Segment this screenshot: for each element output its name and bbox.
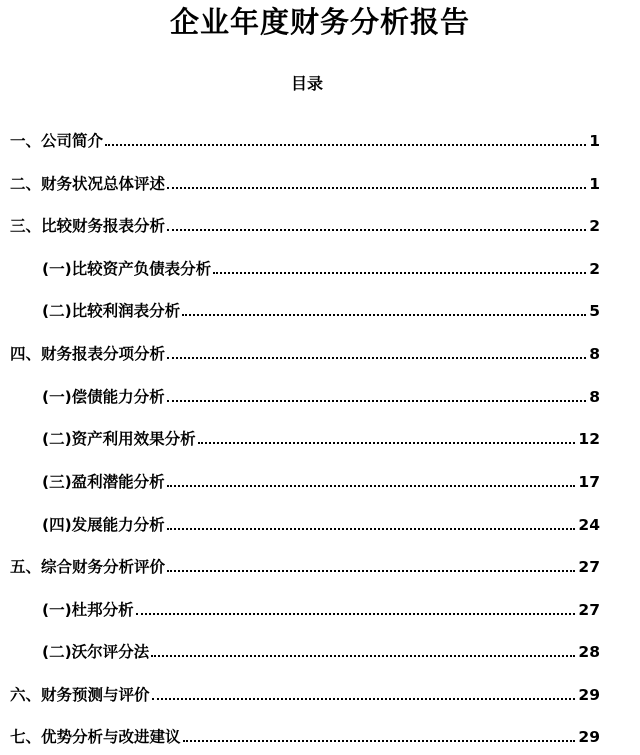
toc-entry[interactable] <box>42 426 600 450</box>
toc-entry-label: (二)资产利用效果分析 <box>42 430 196 448</box>
toc-entry-label: 七、优势分析与改进建议 <box>10 728 181 746</box>
toc-entry-page: 8 <box>589 388 600 406</box>
toc-dot-leader <box>167 357 586 359</box>
toc-entry-page: 2 <box>589 217 600 235</box>
toc-entry-label: (二)比较利润表分析 <box>42 302 181 320</box>
toc-entry[interactable] <box>42 512 600 536</box>
toc-dot-leader <box>136 613 576 615</box>
toc-entry-label: 五、综合财务分析评价 <box>10 558 166 576</box>
toc-entry-page: 2 <box>589 260 600 278</box>
toc-entry[interactable] <box>10 128 600 152</box>
toc-entry-page: 1 <box>589 175 600 193</box>
toc-entry-page: 24 <box>578 516 600 534</box>
toc-entry[interactable] <box>10 682 600 706</box>
toc-entry-page: 27 <box>578 558 600 576</box>
toc-entry-label: (一)偿债能力分析 <box>42 388 165 406</box>
toc-entry[interactable] <box>10 554 600 578</box>
toc-dot-leader <box>167 570 575 572</box>
toc-entry[interactable] <box>10 341 600 365</box>
toc-heading: 目录 <box>290 74 323 93</box>
toc-entry-page: 1 <box>589 132 600 150</box>
toc-entry-label: (一)比较资产负债表分析 <box>42 260 212 278</box>
toc-entry-page: 29 <box>578 686 600 704</box>
toc-dot-leader <box>213 272 586 274</box>
toc-entry[interactable] <box>10 724 600 748</box>
toc-entry[interactable] <box>42 469 600 493</box>
toc-entry[interactable] <box>42 639 600 663</box>
toc-entry[interactable] <box>42 384 600 408</box>
toc-entry-page: 27 <box>578 601 600 619</box>
toc-dot-leader <box>167 485 576 487</box>
toc-entry[interactable] <box>10 171 600 195</box>
toc-entry[interactable] <box>10 213 600 237</box>
toc-entry[interactable] <box>42 256 600 280</box>
toc-dot-leader <box>167 400 587 402</box>
toc-entry-label: 六、财务预测与评价 <box>10 686 150 704</box>
toc-dot-leader <box>183 740 576 742</box>
toc-dot-leader <box>167 187 586 189</box>
toc-entry-page: 28 <box>578 643 600 661</box>
toc-entry-label: 四、财务报表分项分析 <box>10 345 166 363</box>
toc-entry-label: 三、比较财务报表分析 <box>10 217 166 235</box>
toc-entry[interactable] <box>42 597 600 621</box>
toc-entry-label: (三)盈利潜能分析 <box>42 473 165 491</box>
toc-dot-leader <box>167 528 576 530</box>
toc-dot-leader <box>152 698 576 700</box>
toc-dot-leader <box>167 229 586 231</box>
toc-entry-label: (一)杜邦分析 <box>42 601 134 619</box>
toc-entry-page: 17 <box>578 473 600 491</box>
toc-entry-page: 8 <box>589 345 600 363</box>
toc-entry-label: 二、财务状况总体评述 <box>10 175 166 193</box>
document-title: 企业年度财务分析报告 <box>169 5 470 39</box>
toc-dot-leader <box>151 655 575 657</box>
toc-entry-page: 29 <box>578 728 600 746</box>
toc-dot-leader <box>198 442 576 444</box>
toc-entry[interactable] <box>42 298 600 322</box>
toc-dot-leader <box>182 314 586 316</box>
toc-entry-page: 12 <box>578 430 600 448</box>
toc-entry-label: (二)沃尔评分法 <box>42 643 150 661</box>
toc-entry-page: 5 <box>589 302 600 320</box>
toc-entry-label: 一、公司简介 <box>10 132 104 150</box>
toc-entry-label: (四)发展能力分析 <box>42 516 165 534</box>
toc-dot-leader <box>105 144 586 146</box>
